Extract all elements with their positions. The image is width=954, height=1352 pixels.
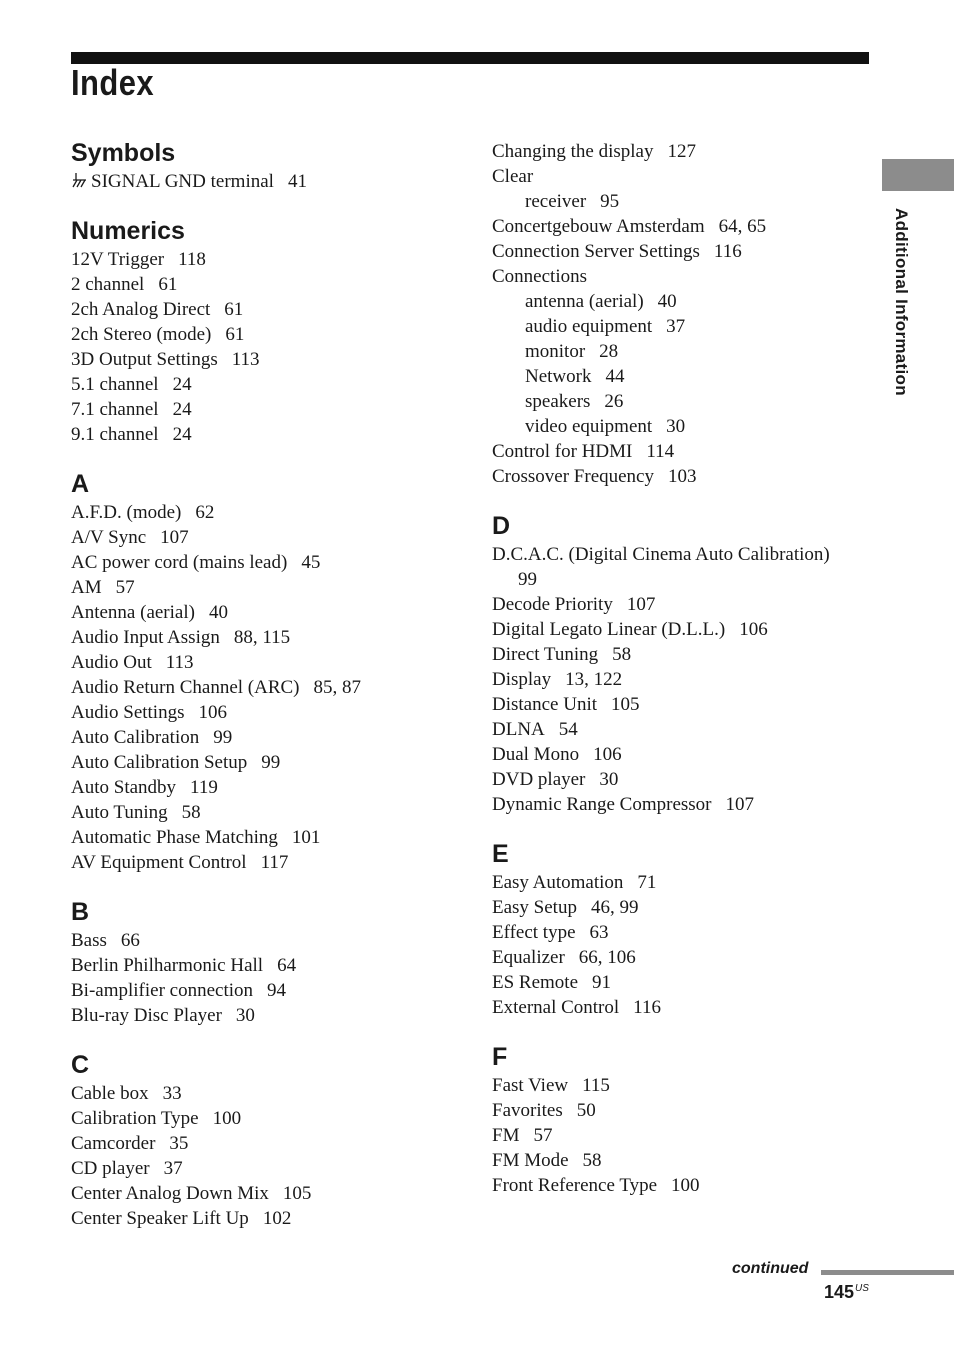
entry-page-refs: 100: [671, 1175, 700, 1196]
index-entry: [492, 239, 872, 264]
entry-page-refs: 107: [725, 794, 755, 815]
index-entry: [492, 139, 872, 164]
index-entry: [492, 214, 872, 239]
entry-term: AC power cord (mains lead): [71, 552, 288, 573]
index-entry: [492, 717, 872, 742]
index-entry: [71, 550, 451, 575]
entry-page-refs: 106: [593, 744, 622, 765]
section-heading: F: [492, 1043, 508, 1071]
entry-page-refs: 58: [612, 644, 632, 665]
entry-term: speakers: [525, 391, 591, 412]
index-entry: [71, 800, 451, 825]
entry-term: Equalizer: [492, 947, 565, 968]
entry-term: Display: [492, 669, 552, 690]
entry-page-refs: 105: [282, 1183, 312, 1204]
index-entry: [492, 1173, 872, 1198]
index-entry: [71, 850, 451, 875]
index-entry: [492, 439, 872, 464]
index-entry: [492, 1073, 872, 1098]
entry-page-refs: 54: [558, 719, 578, 740]
entry-page-refs: 61: [158, 274, 178, 295]
entry-page-refs: 26: [604, 391, 624, 412]
index-entry: [492, 1123, 872, 1148]
index-entry: [71, 650, 451, 675]
index-entry: [492, 617, 872, 642]
index-entry: [492, 995, 872, 1020]
entry-page-refs: 91: [592, 972, 612, 993]
index-entry: [71, 322, 451, 347]
entry-term: FM: [492, 1125, 520, 1146]
entry-term: Easy Automation: [492, 872, 624, 893]
entry-term: Effect type: [492, 922, 576, 943]
entry-term: Control for HDMI: [492, 441, 633, 462]
entry-term: receiver: [525, 191, 587, 212]
top-rule: [71, 52, 869, 64]
index-entry: [492, 592, 872, 617]
index-entry: [71, 725, 451, 750]
entry-page-refs: 107: [160, 527, 189, 548]
index-entry: [71, 347, 451, 372]
entry-page-refs: 99: [261, 752, 281, 773]
index-entry: [71, 1081, 451, 1106]
index-entry: [71, 625, 451, 650]
entry-term: 12V Trigger: [71, 249, 165, 270]
entry-page-refs: 85, 87: [313, 677, 362, 698]
entry-page-refs: 95: [600, 191, 620, 212]
entry-page-refs: 62: [195, 502, 215, 523]
entry-term: Connections: [492, 266, 587, 287]
index-section-f: [492, 1041, 872, 1198]
entry-page-refs: 118: [178, 249, 206, 270]
entry-term: 7.1 channel: [71, 399, 159, 420]
index-entry: [71, 1156, 451, 1181]
entry-page-refs: 113: [231, 349, 260, 370]
index-entry: [492, 870, 872, 895]
entry-term: Audio Return Channel (ARC): [71, 677, 300, 698]
index-entry: [492, 164, 872, 189]
entry-page-refs: 50: [576, 1100, 596, 1121]
entry-page-refs: 24: [172, 399, 192, 420]
page-number: [824, 1282, 869, 1303]
entry-term: Cable box: [71, 1083, 149, 1104]
entry-page-refs: 24: [172, 424, 192, 445]
entry-term: DLNA: [492, 719, 545, 740]
index-section-b: [71, 896, 451, 1028]
index-entry: [71, 169, 451, 194]
entry-page-refs: 30: [235, 1005, 255, 1026]
index-entry: [71, 1181, 451, 1206]
index-section-c: [71, 1049, 451, 1231]
index-entry: [71, 525, 451, 550]
entry-page-refs: 106: [198, 702, 227, 723]
entry-page-refs: 41: [287, 171, 307, 192]
section-heading: B: [71, 898, 90, 926]
index-entry: [71, 372, 451, 397]
index-entry: [492, 970, 872, 995]
entry-page-refs: 58: [582, 1150, 602, 1171]
index-entry: [71, 1106, 451, 1131]
index-section-a: [71, 468, 451, 875]
side-section-label: Additional Information: [892, 208, 911, 396]
index-entry: [71, 675, 451, 700]
entry-term: A.F.D. (mode): [71, 502, 182, 523]
entry-page-refs: 119: [190, 777, 218, 798]
index-subentry: [492, 414, 872, 439]
index-subentry: [492, 389, 872, 414]
entry-term: Favorites: [492, 1100, 563, 1121]
entry-term: Dynamic Range Compressor: [492, 794, 712, 815]
entry-page-refs: 114: [646, 441, 675, 462]
index-entry: [71, 600, 451, 625]
index-entry: [492, 692, 872, 717]
entry-term: Decode Priority: [492, 594, 613, 615]
entry-page-refs: 100: [212, 1108, 242, 1129]
entry-term: Audio Settings: [71, 702, 185, 723]
entry-page-refs: 66: [120, 930, 140, 951]
entry-page-refs: 117: [260, 852, 289, 873]
entry-page-refs: 58: [181, 802, 201, 823]
entry-term: SIGNAL GND terminal: [91, 171, 274, 192]
entry-page-refs: 102: [262, 1208, 292, 1229]
section-heading: E: [492, 840, 509, 868]
entry-page-refs: 106: [739, 619, 768, 640]
entry-term: D.C.A.C. (Digital Cinema Auto Calibration): [492, 544, 830, 565]
index-subentry: [492, 339, 872, 364]
entry-term: Fast View: [492, 1075, 569, 1096]
entry-page-refs: 44: [605, 366, 625, 387]
entry-term: AM: [71, 577, 102, 598]
entry-page-refs: 37: [666, 316, 686, 337]
index-section-numerics: [71, 215, 451, 447]
entry-term: Audio Out: [71, 652, 152, 673]
entry-term: Audio Input Assign: [71, 627, 220, 648]
index-entry: [71, 825, 451, 850]
signal-ground-icon: [71, 172, 88, 190]
entry-term: FM Mode: [492, 1150, 569, 1171]
entry-page-refs: 99: [518, 569, 537, 590]
section-heading: Numerics: [71, 217, 185, 245]
entry-term: monitor: [525, 341, 586, 362]
entry-page-refs: 127: [667, 141, 696, 162]
index-entry: [71, 272, 451, 297]
entry-page-refs: 107: [626, 594, 656, 615]
entry-term: video equipment: [525, 416, 653, 437]
index-entry: [71, 247, 451, 272]
entry-term: Connection Server Settings: [492, 241, 700, 262]
entry-page-refs: 30: [666, 416, 686, 437]
entry-term: Direct Tuning: [492, 644, 599, 665]
entry-page-refs: 116: [713, 241, 742, 262]
entry-page-refs: 61: [225, 324, 245, 345]
entry-page-refs: 66, 106: [578, 947, 636, 968]
continued-bar: [821, 1270, 954, 1275]
entry-term: Auto Calibration Setup: [71, 752, 248, 773]
section-heading: A: [71, 470, 90, 498]
entry-term: Front Reference Type: [492, 1175, 658, 1196]
section-heading: C: [71, 1051, 90, 1079]
entry-term: Concertgebouw Amsterdam: [492, 216, 705, 237]
entry-page-refs: 45: [301, 552, 321, 573]
entry-page-refs: 71: [637, 872, 657, 893]
index-section-e: [492, 838, 872, 1020]
entry-term: Auto Standby: [71, 777, 177, 798]
entry-page-refs: 113: [165, 652, 194, 673]
entry-term: Changing the display: [492, 141, 654, 162]
entry-page-refs: 57: [115, 577, 135, 598]
index-entry: [492, 1098, 872, 1123]
index-entry: [492, 895, 872, 920]
index-entry: [71, 297, 451, 322]
entry-term: Distance Unit: [492, 694, 598, 715]
entry-page-refs: 101: [291, 827, 321, 848]
section-heading: Symbols: [71, 139, 176, 167]
index-entry: [71, 500, 451, 525]
entry-term: Camcorder: [71, 1133, 156, 1154]
entry-page-refs: 115: [582, 1075, 610, 1096]
entry-page-refs: 40: [208, 602, 228, 623]
entry-page-refs: 40: [657, 291, 677, 312]
entry-page-refs: 57: [533, 1125, 553, 1146]
index-subentry: [492, 189, 872, 214]
entry-page-refs: 64, 65: [718, 216, 767, 237]
entry-term: AV Equipment Control: [71, 852, 247, 873]
entry-page-refs: 61: [224, 299, 244, 320]
entry-page-refs: 37: [163, 1158, 183, 1179]
entry-term: External Control: [492, 997, 620, 1018]
entry-term: Auto Tuning: [71, 802, 168, 823]
entry-page-refs: 30: [599, 769, 619, 790]
entry-page-refs: 103: [668, 466, 697, 487]
index-section-symbols: [71, 137, 451, 194]
index-subentry: [492, 364, 872, 389]
index-entry: [492, 1148, 872, 1173]
entry-page-refs: 28: [599, 341, 619, 362]
entry-term: Blu-ray Disc Player: [71, 1005, 222, 1026]
index-entry: [71, 750, 451, 775]
index-entry: [492, 542, 872, 567]
entry-term: DVD player: [492, 769, 586, 790]
entry-term: Auto Calibration: [71, 727, 200, 748]
index-entry: [71, 422, 451, 447]
entry-page-refs: 116: [633, 997, 661, 1018]
entry-page-refs: 33: [162, 1083, 182, 1104]
index-entry: [71, 775, 451, 800]
index-entry: [492, 767, 872, 792]
entry-page-refs: 64: [277, 955, 297, 976]
entry-term: audio equipment: [525, 316, 653, 337]
entry-term: 5.1 channel: [71, 374, 159, 395]
index-entry: [492, 464, 872, 489]
entry-term: 3D Output Settings: [71, 349, 218, 370]
entry-term: 2ch Stereo (mode): [71, 324, 212, 345]
entry-page-refs: 63: [589, 922, 609, 943]
page-number-value: 145: [824, 1282, 855, 1302]
entry-page-refs: 88, 115: [233, 627, 291, 648]
page-title: Index: [71, 62, 155, 103]
entry-term: Berlin Philharmonic Hall: [71, 955, 264, 976]
index-entry: [492, 920, 872, 945]
entry-term: CD player: [71, 1158, 150, 1179]
left-column: [71, 137, 451, 1231]
index-section-continued: [492, 139, 872, 489]
entry-term: Antenna (aerial): [71, 602, 195, 623]
continued-label: continued: [732, 1260, 809, 1277]
index-entry: [492, 667, 872, 692]
entry-term: A/V Sync: [71, 527, 147, 548]
side-tab-marker: [882, 159, 954, 191]
index-subentry: [492, 289, 872, 314]
entry-term: 9.1 channel: [71, 424, 159, 445]
index-entry: [71, 1206, 451, 1231]
entry-term: Easy Setup: [492, 897, 577, 918]
entry-term: Center Speaker Lift Up: [71, 1208, 249, 1229]
entry-page-refs: 35: [169, 1133, 189, 1154]
entry-term: 2 channel: [71, 274, 145, 295]
entry-term: Bi-amplifier connection: [71, 980, 254, 1001]
entry-page-refs: 13, 122: [565, 669, 623, 690]
index-entry: [71, 1003, 451, 1028]
index-entry: [492, 264, 872, 289]
index-entry: [71, 978, 451, 1003]
index-entry: [492, 945, 872, 970]
entry-term: Dual Mono: [492, 744, 580, 765]
entry-term: Clear: [492, 166, 534, 187]
entry-term: Crossover Frequency: [492, 466, 654, 487]
entry-page-refs: 46, 99: [590, 897, 639, 918]
index-entry: [71, 928, 451, 953]
entry-term: 2ch Analog Direct: [71, 299, 211, 320]
page-number-suffix: US: [855, 1283, 869, 1294]
section-heading: D: [492, 512, 511, 540]
index-entry: [71, 1131, 451, 1156]
entry-term: ES Remote: [492, 972, 579, 993]
right-column: [492, 139, 872, 1198]
entry-term: Network: [525, 366, 592, 387]
entry-page-refs: 94: [267, 980, 287, 1001]
index-entry: [492, 792, 872, 817]
index-entry: [71, 397, 451, 422]
index-entry: [492, 642, 872, 667]
entry-term: antenna (aerial): [525, 291, 644, 312]
entry-term: Calibration Type: [71, 1108, 199, 1129]
index-entry: [71, 700, 451, 725]
index-subentry: [492, 314, 872, 339]
entry-term: Center Analog Down Mix: [71, 1183, 269, 1204]
entry-term: Automatic Phase Matching: [71, 827, 278, 848]
entry-term: Bass: [71, 930, 107, 951]
index-entry: [71, 575, 451, 600]
entry-page-refs: 24: [172, 374, 192, 395]
index-entry: [492, 567, 872, 592]
index-entry: [71, 953, 451, 978]
index-section-d: [492, 510, 872, 817]
index-entry: [492, 742, 872, 767]
entry-term: Digital Legato Linear (D.L.L.): [492, 619, 726, 640]
entry-page-refs: 99: [213, 727, 233, 748]
entry-page-refs: 105: [611, 694, 640, 715]
